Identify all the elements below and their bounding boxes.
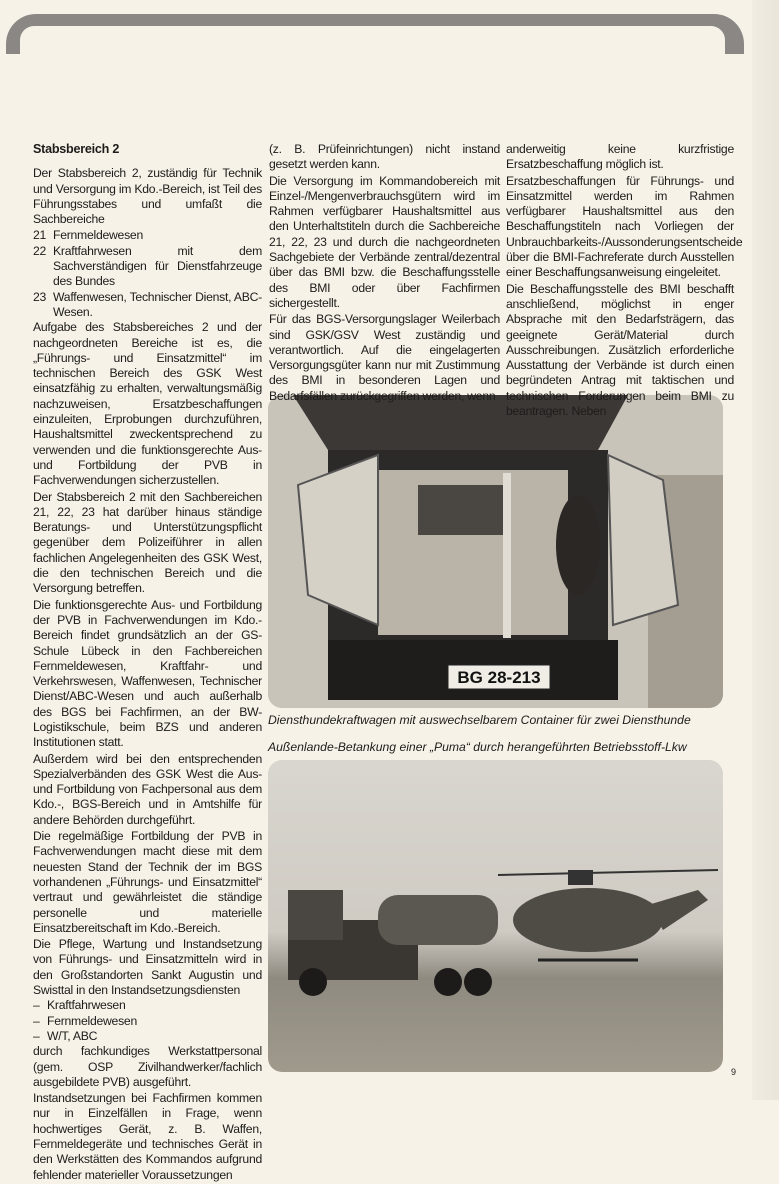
paragraph: Die funktionsgerechte Aus- und Fortbildung der PVB in Fachverwendungen im Kdo.-Bereich findet grundsätzlich an der GS-Schule Lübeck in den Fachbereichen Fernmeldewesen, Kraftfahr- und Verkehrswesen, Waffenwesen, Technischer Dienst/ABC-Wesen und auch außerhalb des BGS bei Fachfirmen, an der BW-Logistikschule, beim BZS und anderen Institutionen statt. <box>33 597 262 750</box>
list-text: W/T, ABC <box>47 1028 98 1043</box>
page-number: 9 <box>731 1067 737 1077</box>
list-item <box>33 1029 262 1044</box>
list-text: Waffenwesen, Technischer Dienst, ABC-Wesen. <box>53 289 262 319</box>
paragraph: Die Pflege, Wartung und Instandsetzung von Führungs- und Einsatzmitteln wird in den Großstandorten Sankt Augustin und Swisttal in den Instandsetzungsdiensten <box>33 937 262 998</box>
paragraph: (z. B. Prüfeinrichtungen) nicht instand gesetzt werden kann. <box>269 142 500 172</box>
text-column-3 <box>506 142 743 420</box>
text-column-2 <box>269 142 500 405</box>
paragraph: Außerdem wird bei den entsprechenden Spezialverbänden des GSK West die Aus- und Fortbildung von Fachpersonal aus dem Kdo.-, BGS-Bereich und in Amtshilfe für andere Behörden durchgeführt. <box>33 751 262 827</box>
license-plate: BG 28-213 <box>457 668 541 687</box>
paragraph: Der Stabsbereich 2, zuständig für Technik und Versorgung im Kdo.-Bereich, ist Teil des Führungsstabes und umfaßt die Sachbereiche <box>33 166 262 227</box>
list-item <box>33 244 262 290</box>
dash-bullet: – <box>33 1013 40 1028</box>
list-item <box>33 228 262 243</box>
list-item <box>33 1014 262 1029</box>
list-text: Kraftfahrwesen <box>47 998 126 1013</box>
paragraph: Instandsetzungen bei Fachfirmen kommen nur in Einzelfällen in Frage, wenn hochwertiges Gerät, z. B. Waffen, Fernmeldegeräte und technisches Gerät in den Werkstätten des Kommandos aufgrund fehlender materieller Voraussetzungen <box>33 1091 262 1182</box>
list-number: 21 <box>33 228 47 243</box>
list-item <box>33 998 262 1013</box>
photo-dog-van <box>268 395 723 708</box>
list-item <box>33 290 262 321</box>
list-number: 22 <box>33 243 47 258</box>
section-heading: Stabsbereich 2 <box>33 142 120 156</box>
list-text: Kraftfahrwesen mit dem Sachverständigen für Dienstfahrzeuge des Bundes <box>53 243 262 289</box>
paragraph: Für das BGS-Versorgungslager Weilerbach sind GSK/GSV West zuständig und verantwortlich. Auf die eingelagerten Versorgungsgüter kann nur mit Zustimmung des BMI in besonderen Lagen und Bedarfsfällen zurückgegriffen werden, wenn <box>269 312 500 403</box>
paragraph: Ersatzbeschaffungen für Führungs- und Einsatzmittel werden im Rahmen verfügbarer Haushaltsmittel aus den Beschaffungstiteln nach Vorliegen der Unbrauchbarkeits-/Aussonderungsentscheide über die BMI-Fachreferate durch Ausstellen einer Beschaffungsanweisung eingeleitet. <box>506 173 743 280</box>
paragraph: anderweitig keine kurzfristige Ersatzbeschaffung möglich ist. <box>506 142 734 172</box>
dash-bullet: – <box>33 1028 40 1043</box>
list-text: Fernmeldewesen <box>47 1013 137 1028</box>
paragraph: Aufgabe des Stabsbereiches 2 und der nachgeordneten Bereiche ist es, die „Führungs- und Einsatzmittel“ im technischen Bereich des GSK West einsatzfähig zu erhalten, verwaltungsmäßig nachzuweisen, Ersatzbeschaffungen einzuleiten, Erprobungen durchzuführen, Haushaltsmittel zweckentsprechend zu verwenden und die funktionsgerechte Aus- und Fortbildung der PVB in Fachverwendungen sicherzustellen. <box>33 320 262 488</box>
page-edge <box>752 0 779 1100</box>
paragraph: durch fachkundiges Werkstattpersonal (gem. OSP Zivilhandwerker/fachlich ausgebildete PVB) ausgeführt. <box>33 1044 262 1089</box>
numbered-list <box>33 228 262 320</box>
photo-caption: Außenlande-Betankung einer „Puma“ durch herangeführten Betriebsstoff-Lkw <box>268 740 687 754</box>
header-banner-inner <box>20 26 725 56</box>
paragraph: Der Stabsbereich 2 mit den Sachbereichen 21, 22, 23 hat darüber hinaus ständige Beratungs- und Unterstützungspflicht gegenüber dem Polizeiführer in allen fachlichen Angelegenheiten des GSK West, die den technischen Bereich und die Versorgung betreffen. <box>33 489 262 596</box>
photo-caption: Diensthundekraftwagen mit auswechselbarem Container für zwei Diensthunde <box>268 713 691 727</box>
dash-list <box>33 998 262 1044</box>
photo-helicopter-refuel <box>268 760 723 1072</box>
list-number: 23 <box>33 289 47 304</box>
text-column-1 <box>33 142 262 1184</box>
dash-bullet: – <box>33 998 40 1013</box>
paragraph: Die Beschaffungsstelle des BMI beschafft anschließend, möglichst in enger Absprache mit den Bedarfsträgern, das geeignete Gerät/Material durch Ausschreibungen. Zusätzlich erforderliche Ausstattung der Verbände ist durch einen begründeten Antrag mit taktischen und technischen Forderungen beim BMI zu beantragen. Neben <box>506 281 734 419</box>
paragraph: Die Versorgung im Kommandobereich mit Einzel-/Mengenverbrauchsgütern wird im Rahmen verfügbarer Haushaltsmittel aus den Unterhaltstiteln durch die Sachbereiche 21, 22, 23 und durch die nachgeordneten Sachgebiete der Verbände zentral/dezentral über das BMI bzw. die Beschaffungsstelle des BMI oder über Fachfirmen sichergestellt. <box>269 173 500 310</box>
paragraph: Die regelmäßige Fortbildung der PVB in Fachverwendungen macht diese mit dem neuesten Stand der Technik der im BGS vorhandenen „Führungs- und Einsatzmittel“ vertraut und gewährleistet die ständige personelle und materielle Einsatzbereitschaft im Kdo.-Bereich. <box>33 829 262 935</box>
list-text: Fernmeldewesen <box>53 228 143 243</box>
